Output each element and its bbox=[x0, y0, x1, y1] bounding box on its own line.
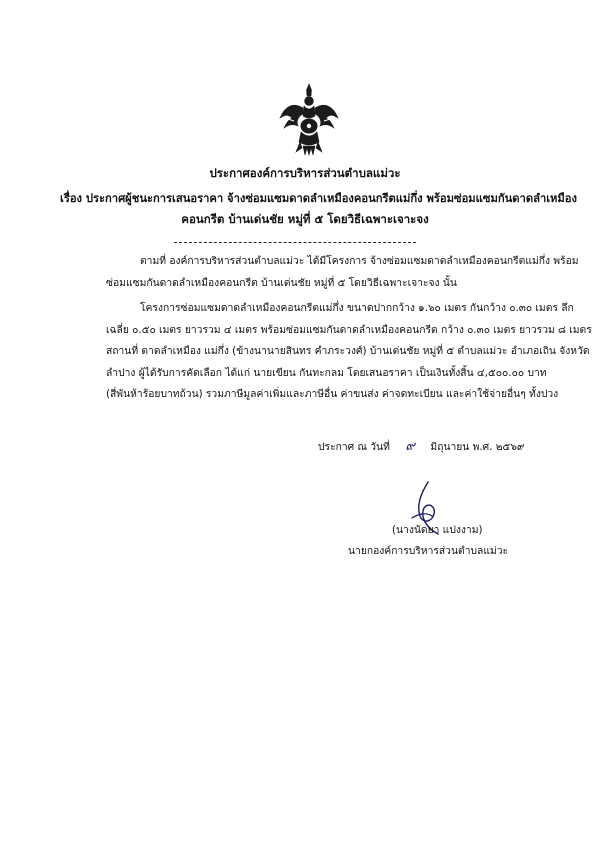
body-paragraph-1-line: ตามที่ องค์การบริหารส่วนตำบลแม่วะ ได้มีโครงการ จ้างซ่อมแซมดาดลำเหมืองคอนกรีตแม่กึ่ง พร้อม bbox=[140, 255, 579, 267]
body-paragraph-2-line: (สี่พันห้าร้อยบาทถ้วน) รวมภาษีมูลค่าเพิ่มและภาษีอื่น ค่าขนส่ง ค่าจดทะเบียน และค่าใช้จ่ายอื่นๆ ทั้งปวง bbox=[106, 388, 559, 400]
body-paragraph-1-line: ซ่อมแซมกันดาดลำเหมืองคอนกรีต บ้านเด่นชัย หมู่ที่ ๕ โดยวิธีเฉพาะเจาะจง นั้น bbox=[106, 277, 457, 289]
date-prefix: ประกาศ ณ วันที่ bbox=[318, 441, 390, 453]
body-paragraph-2-line: เฉลี่ย ๐.๕๐ เมตร ยาวรวม ๔ เมตร พร้อมซ่อมแซมกันดาดลำเหมืองคอนกรีต กว้าง ๐.๓๐ เมตร ยาวรวม ๘ เมตร bbox=[106, 324, 592, 336]
body-paragraph-2-line: โครงการซ่อมแซมดาดลำเหมืองคอนกรีตแม่กึ่ง ขนาดปากกว้าง ๑.๖๐ เมตร กันกว้าง ๐.๓๐ เมตร ลึก bbox=[140, 302, 574, 314]
announcement-date bbox=[318, 440, 524, 454]
garuda-emblem-icon bbox=[278, 82, 340, 156]
signatory-name: (นางนัดยา แปงงาม) bbox=[392, 524, 483, 536]
body-paragraph-2-line: ลำปาง ผู้ได้รับการคัดเลือก ได้แก่ นายเขียน กันทะกลม โดยเสนอราคา เป็นเงินทั้งสิ้น ๔,๕๐๐.๐๐ บาท bbox=[106, 367, 547, 379]
dashed-divider bbox=[174, 242, 416, 243]
date-day-handwritten: ๙ bbox=[405, 439, 415, 454]
body-paragraph-2-line: สถานที่ ดาดลำเหมือง แม่กึ่ง (ข้างนานายสินทร คำภระวงศ์) บ้านเด่นชัย หมู่ที่ ๕ ตำบลแม่วะ อำเภอเถิน จังหวัด bbox=[106, 345, 590, 357]
signatory-title: นายกองค์การบริหารส่วนตำบลแม่วะ bbox=[348, 545, 509, 557]
announcement-heading: ประกาศองค์การบริหารส่วนตำบลแม่วะ bbox=[209, 166, 401, 180]
announcement-subject-line-2: คอนกรีต บ้านเด่นชัย หมู่ที่ ๕ โดยวิธีเฉพาะเจาะจง bbox=[181, 212, 429, 226]
date-month-year: มิถุนายน พ.ศ. ๒๕๖๙ bbox=[430, 441, 525, 453]
announcement-subject-line-1: เรื่อง ประกาศผู้ชนะการเสนอราคา จ้างซ่อมแซมดาดลำเหมืองคอนกรีตแม่กึ่ง พร้อมซ่อมแซมกันดาดลำเหมือง bbox=[60, 192, 577, 205]
